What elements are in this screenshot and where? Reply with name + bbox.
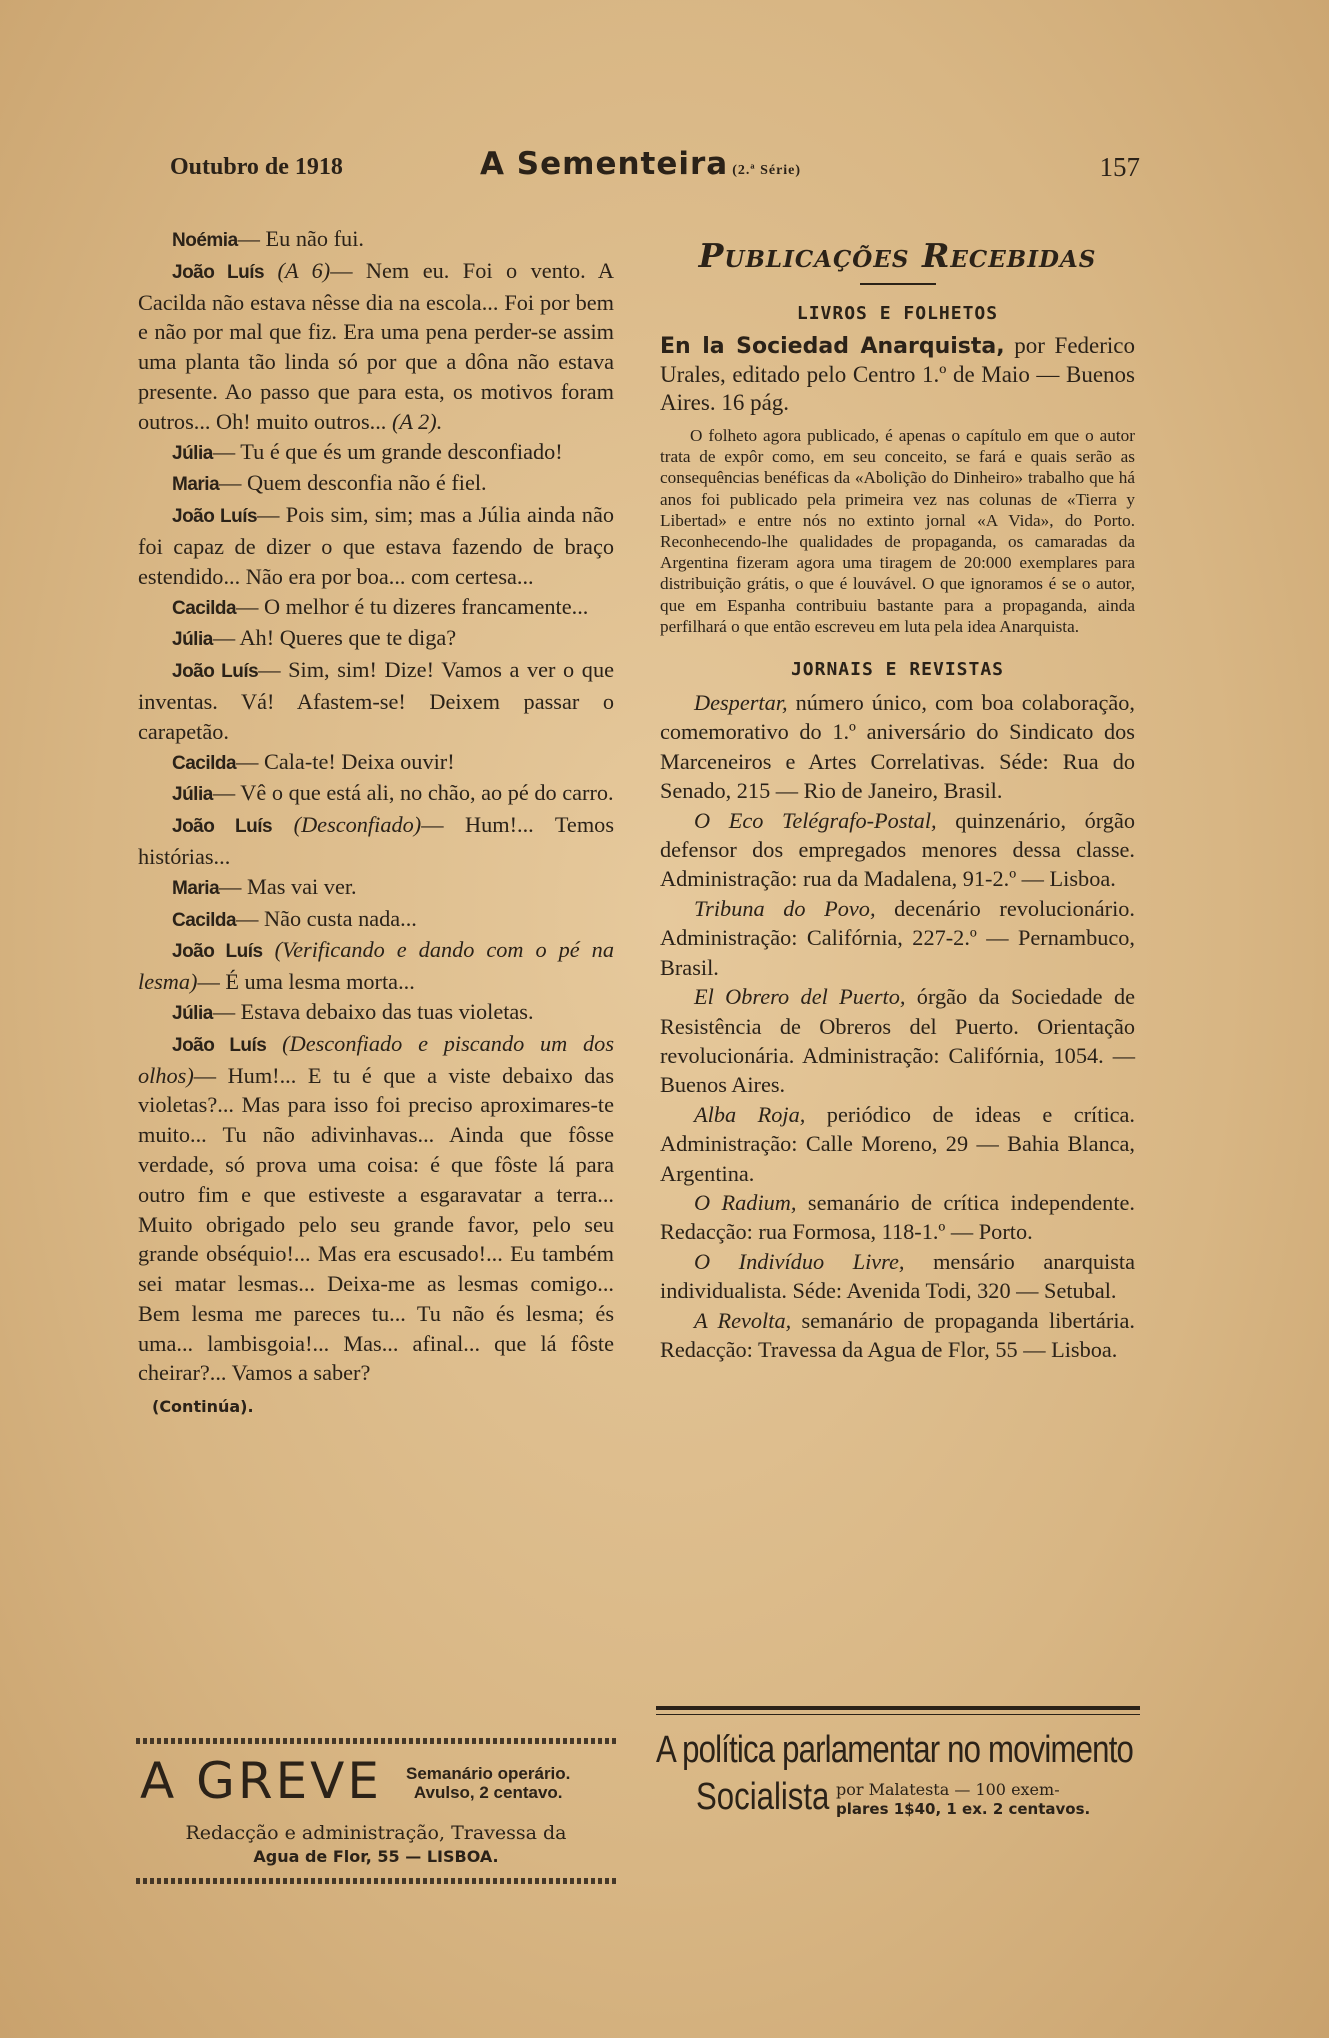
greve-addr2: Agua de Flor, 55 — LISBOA. xyxy=(253,1847,499,1866)
journal-name: El Obrero del Puerto, xyxy=(694,984,906,1010)
speaker-name: João Luís xyxy=(172,1034,267,1056)
play-line xyxy=(138,997,614,1029)
speech-text: — Hum!... E tu é que a viste debaixo das violetas?... Mas para isso foi preciso aproximares-te muito... Tu não adivinhavas... Ainda que fôsse verdade, só prova uma coisa: é que fôste lá para outro fim e que estiveste a esgaravatar a terra... Muito obrigado pelo seu grande favor, pelo seu grande obséquio!... Mas era escusado!... Eu também sei matar lesmas... Deixa-me as lesmas comigo... Bem lesma me pareces tu... Tu não és lesma; és uma... lambisgoia!... Mas... afinal... que lá fôste cheirar?... Vamos a saber? xyxy=(138,1062,614,1386)
journal-entry xyxy=(660,894,1135,982)
speaker-name: Júlia xyxy=(172,784,213,806)
journal-name: Tribuna do Povo, xyxy=(694,895,876,921)
book-info: por Federico Urales, editado pelo Centro 1.º de Maio — Buenos Aires. 16 pág. xyxy=(660,333,1135,415)
journal-entry xyxy=(660,806,1135,894)
speaker-name: João Luís xyxy=(172,816,273,838)
publications-column xyxy=(660,236,1135,1364)
journal-name: O Indivíduo Livre, xyxy=(694,1248,905,1274)
stage-direction: (Desconfiado e piscando um dos olhos) xyxy=(138,1030,615,1088)
speech-text: — Estava debaixo das tuas violetas. xyxy=(212,998,534,1024)
speaker-name: Cacilda xyxy=(172,909,237,931)
journal-entry xyxy=(660,1188,1135,1247)
header-title xyxy=(480,146,801,182)
speech-text: — Eu não fui. xyxy=(237,226,364,251)
play-line xyxy=(138,778,614,810)
speech-text: — Quem desconfia não é fiel. xyxy=(219,470,487,496)
speech-text: — Não custa nada... xyxy=(236,905,417,931)
politica-small1: por Malatesta — 100 exem- xyxy=(836,1780,1060,1799)
speaker-name: João Luís xyxy=(172,506,258,528)
politica-socialista: Socialista xyxy=(696,1776,830,1818)
journal-entry xyxy=(660,1100,1135,1188)
book-description: O folheto agora publicado, é apenas o capítulo em que o autor trata de expôr como, em seu conceito, se fará e quais serão as consequências benéficas da «Abolição do Dinheiro» trabalho que há anos foi publicado pela primeira vez nas colunas de «Tierra y Libertad» e entre nós no extinto jornal «A Vida», do Porto. Reconhecendo-lhe qualidades de propaganda, os camaradas da Argentina fizeram agora uma tiragem de 20:000 exemplares para distribuição grátis, o que é louvável. O que ignoramos é se o autor, que em Espanha contribuiu bastante para a propaganda, ainda perfilhará o que então escreveu em luta pela idea Anarquista. xyxy=(660,426,1135,636)
greve-subtitle xyxy=(406,1764,570,1802)
speaker-name: Noémia xyxy=(172,230,238,251)
greve-addr1: Redacção e administração, Travessa da xyxy=(185,1822,567,1844)
play-line xyxy=(138,500,614,591)
journal-details: órgão da Sociedade de Resistência de Obreros del Puerto. Orientação revolucionária. Administração: Califórnia, 1054. — Buenos Aires. xyxy=(660,984,1135,1098)
speaker-name: Júlia xyxy=(172,629,213,651)
journal-name: O Radium, xyxy=(694,1189,797,1215)
greve-name: A GREVE xyxy=(140,1752,382,1810)
play-line xyxy=(138,747,614,779)
book-title: En la Sociedad Anarquista, xyxy=(660,334,1005,359)
play-line xyxy=(138,623,614,655)
speaker-name: Maria xyxy=(172,877,220,899)
speaker-name: Maria xyxy=(172,474,220,496)
speech-text: — Cala-te! Deixa ouvir! xyxy=(236,748,455,774)
politica-small2: plares 1$40, 1 ex. 2 centavos. xyxy=(836,1800,1091,1818)
speaker-name: Júlia xyxy=(172,1002,213,1024)
section-gap xyxy=(660,637,1135,659)
speech-text: — O melhor é tu dizeres francamente... xyxy=(236,593,589,619)
journal-entry xyxy=(660,982,1135,1100)
play-line xyxy=(138,592,614,624)
page-header xyxy=(170,146,1140,186)
journal-entry xyxy=(660,1306,1135,1365)
book-entry xyxy=(660,332,1135,417)
speech-text: — Ah! Queres que te diga? xyxy=(212,625,457,651)
politica-details xyxy=(836,1780,1090,1819)
speech-text: — É uma lesma morta... xyxy=(197,969,415,995)
play-line xyxy=(138,904,614,936)
speech-text: — Pois sim, sim; mas a Júlia ainda não foi capaz de dizer o que estava fazendo de braço estendido... Não era por boa... com certesa... xyxy=(138,502,614,589)
journal-details: mensário anarquista individualista. Séde: Avenida Todi, 320 — Setubal. xyxy=(660,1248,1136,1304)
speaker-name: João Luís xyxy=(172,661,259,683)
double-rule xyxy=(656,1706,1140,1715)
page-number: 157 xyxy=(1099,152,1140,182)
header-series: (2.ª Série) xyxy=(732,163,802,178)
greve-sub2: Avulso, 2 centavo. xyxy=(413,1783,563,1802)
play-line xyxy=(138,872,614,904)
journal-name: Alba Roja, xyxy=(694,1101,806,1127)
journal-details: quinzenário, órgão defensor dos empregados menores dessa classe. Administração: rua da Madalena, 91-2.º — Lisboa. xyxy=(660,807,1136,892)
greve-address xyxy=(136,1822,616,1868)
play-line xyxy=(138,655,614,746)
journal-details: semanário de crítica independente. Redacção: rua Formosa, 118-1.º — Porto. xyxy=(660,1189,1135,1245)
politica-title: A política parlamentar no movimento xyxy=(656,1729,1134,1771)
stage-direction: (A 6) xyxy=(277,257,331,283)
speaker-name: Júlia xyxy=(172,442,213,464)
decorative-border-bottom xyxy=(136,1878,616,1884)
journal-title: A Sementeira xyxy=(480,146,729,182)
journal-name: A Revolta, xyxy=(694,1307,792,1333)
politica-advert xyxy=(656,1706,1140,1876)
play-line xyxy=(138,256,614,437)
play-line xyxy=(138,935,614,997)
greve-sub1: Semanário operário. xyxy=(406,1764,571,1783)
title-rule xyxy=(860,283,936,285)
journal-name: O Eco Telégrafo-Postal, xyxy=(694,807,937,833)
stage-direction: (A 2). xyxy=(391,408,443,434)
speech-text: — Tu é que és um grande desconfiado! xyxy=(212,438,563,464)
speech-text: — Sim, sim! Dize! Vamos a ver o que inventas. Vá! Afastem-se! Deixem passar o carapetão. xyxy=(138,657,614,744)
greve-title-row xyxy=(136,1744,616,1824)
journal-details: número único, com boa colaboração, comemorativo do 1.º aniversário do Sindicato dos Marceneiros e Artes Correlativas. Séde: Rua do Senado, 215 — Rio de Janeiro, Brasil. xyxy=(660,690,1135,804)
journal-entry xyxy=(660,1247,1135,1306)
journal-details: decenário revolucionário. Administração: Califórnia, 227-2.º — Pernambuco, Brasil. xyxy=(660,895,1135,980)
speaker-name: João Luís xyxy=(172,261,265,283)
publications-title: Publicações Recebidas xyxy=(698,236,1097,275)
journal-details: semanário de propaganda libertária. Redacção: Travessa da Agua de Flor, 55 — Lisboa. xyxy=(660,1307,1135,1362)
journals-list xyxy=(660,688,1135,1364)
speech-text: — Mas vai ver. xyxy=(219,873,357,899)
play-line xyxy=(138,1029,614,1389)
politica-row xyxy=(656,1776,1140,1826)
play-line xyxy=(138,437,614,469)
play-line xyxy=(138,224,614,256)
speech-text: — Vê o que está ali, no chão, ao pé do carro. xyxy=(212,780,614,806)
stage-direction: (Verificando e dando com o pé na lesma) xyxy=(138,937,614,995)
greve-advert xyxy=(136,1738,616,1888)
speech-text: — Hum!... Temos histórias... xyxy=(138,812,614,869)
speech-text: — Nem eu. Foi o vento. A Cacilda não estava nêsse dia na escola... Foi por bem e não por mal que fiz. Era uma pena perder-se assim uma planta tão linda só por que a dôna não estava presente. Ao passo que para esta, os motivos foram outros... Oh! muito outros... xyxy=(138,257,615,434)
stage-direction: (Desconfiado) xyxy=(293,812,422,838)
speaker-name: Cacilda xyxy=(172,752,237,774)
speaker-name: João Luís xyxy=(172,941,263,963)
header-date: Outubro de 1918 xyxy=(170,154,343,180)
continua-note: (Continúa). xyxy=(152,1397,254,1417)
journal-name: Despertar, xyxy=(694,690,788,716)
journal-entry xyxy=(660,688,1135,806)
play-dialogue xyxy=(138,224,614,1388)
books-heading: LIVROS E FOLHETOS xyxy=(796,303,999,324)
play-line xyxy=(138,468,614,500)
play-line xyxy=(138,810,614,872)
journal-details: periódico de ideas e crítica. Administração: Calle Moreno, 29 — Bahia Blanca, Argentina. xyxy=(660,1101,1135,1186)
play-column xyxy=(138,224,614,1422)
journals-heading: JORNAIS E REVISTAS xyxy=(790,659,1005,681)
speaker-name: Cacilda xyxy=(172,597,237,619)
